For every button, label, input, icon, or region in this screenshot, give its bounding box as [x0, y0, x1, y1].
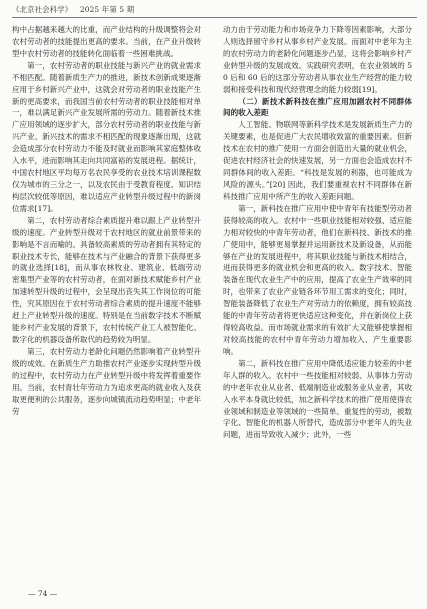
page-number: — 74 — [28, 589, 58, 598]
section-heading: （二）新技术新科技在推广应用加剧农村不同群体间的收入差距 [223, 96, 412, 118]
header-rule [12, 17, 417, 18]
header-spacer [72, 5, 80, 14]
running-header [12, 5, 134, 15]
paragraph: 第二，农村劳动者综合素质提升难以跟上产业转型升级的速度。产业转型升级对于农村地区的就业前景带来的影响是不言而喻的。具备较高素质的劳动者拥有其特定的职业技术专长，能够在技术与产业融合的背景下获得更多的就业选择[18]，而从事农林牧业、建筑业、低端劳动密集型产业等的农村劳动者，在面对新技术赋能乡村产业加速转型升级的过程中，会呈现出丧失其工作岗位的可能性，究其原因在于农村劳动者综合素质的提升速度不能够赶上产业转型升级的速度。特别是在当前数字技术不断赋能乡村产业发展的背景下，农村传统产业工人被智能化、数字化的机器设备所取代的趋势较为明显。 [12, 215, 201, 344]
text-column-right [223, 24, 412, 441]
paragraph: 第一，农村劳动者的职业技能与新兴产业的就业需求不相匹配。随着新质生产力的推进，新技术创新成果逐渐应用于乡村新兴产业中，这就会对劳动者的职业技能产生新的更高要求，而我国当前农村劳动者的职业技能相对单一，难以满足新兴产业发展所需的劳动力。随着新技术推广应用领域的逐步扩大，部分农村劳动者的职业技能与新兴产业、新兴技术的需求不相匹配的现象逐渐出现，这就会造成部分农村劳动力不能及时就业而影响其家庭整体收入水平，进而影响其走向共同富裕的发展进程。据统计，中国农村地区平均每万名农民享受的农业技术培训课程数仅为城市的三分之一，以及农民由于受教育程度、知识结构层次较低等原因，难以适应产业转型升级过程中的新岗位需求[17]。 [12, 60, 201, 213]
journal-name: 《北京社会科学》 [12, 5, 73, 14]
paragraph: 第一，新科技在推广应用中使中青年有技能型劳动者获得较高的收入。农村中一些职业技能相对较强、适应能力相对较快的中青年劳动者，他们在新科技、新技术的推广使用中，能够更易掌握并运用新技术及新设备，从而能够在产业的发展进程中，将其职业技能与新技术相结合，进而获得更多的就业机会和更高的收入。数字技术、智能装备在现代农业生产中的应用，提高了农业生产效率的同时，也带来了农业产业链各环节用工需求的变化；同时，智能装备降低了农业生产对劳动力的依赖度，拥有较高技能的中青年劳动者将更快适应这种变化，并在新岗位上获得较高收益。而市场就业需求的有效扩大又能够使掌握相对较高技能的农村中青年劳动力增加收入、产生重要影响。 [223, 203, 412, 356]
paragraph-continuation: 构中占据越来越大的比重，而产业结构的升级调整将会对农村劳动者的技能提出更高的要求。当前，在产业升级转型中农村劳动者的技能转化面临着一些困难挑战。 [12, 25, 201, 58]
paragraph-continuation: 动力由于劳动能力和市场竞争力下降等因素影响，大部分人则选择留守乡村从事乡村产业发展。而面对中老年为主的农村劳动力的老龄化问题逐步凸显，这将会影响乡村产业转型升级的发展成效。实践研究表明，在农业领域的 50 后和 60 后的这部分劳动者从事农业生产经营的能力较弱和接受科技和现代经营理念的能力较弱[19]。 [223, 25, 412, 94]
paragraph: 人工智能、物联网等新科学技术是发展新质生产力的关键要素，也是促进广大农民增收致富的重要因素。但新技术在农村的推广使用一方面会创造出大量的就业机会，促进农村经济社会的快速发展，另一方面也会造成农村不同群体间的收入差距。“科技是发展的利器，也可能成为风险的源头。”[20] 因此，我们要重视农村不同群体在新科技推广应用中所产生的收入差距问题。 [223, 120, 412, 201]
paragraph: 第三，农村劳动力老龄化问题仍然影响着产业转型升级的成效。在新质生产力助推农村产业逐步实现转型升级的过程中，农村劳动力在产业转型升级中将发挥着重要作用。当前，农村青壮年劳动力为追求更高的就业收入及获取更便利的公共服务，逐步向城镇流动趋势明显；中老年劳 [12, 346, 201, 416]
text-column-left [12, 24, 201, 417]
paragraph: 第二，新科技在推广应用中降低适应能力较差的中老年人群的收入。农村中一些技能相对较弱、从事体力劳动的中老年农业从业者、低端制造业或服务业从业者，其收入水平本身就比较低，加之新科学技术的推广使用使得农业领域和制造业等领域的一些简单、重复性的劳动，被数字化、智能化的机器人所替代，造成部分中老年人的失业问题，进而导致收入减少；此外，一些 [223, 358, 412, 440]
issue-label: 2025 年第 5 期 [79, 5, 135, 14]
